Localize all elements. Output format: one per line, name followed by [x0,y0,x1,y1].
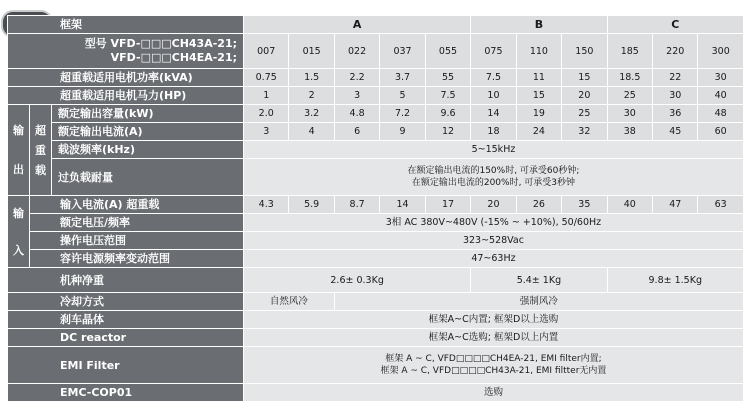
kw-cell: 36 [653,105,698,123]
amp-cell: 45 [653,123,698,141]
kva-cell: 11 [516,69,561,87]
overload-label: 过负载耐量 [52,159,244,196]
op-voltage-label: 操作电压范围 [30,232,244,250]
model-label-line-2: VFD-□□□CH4EA-21; [110,51,237,64]
amp-cell: 3 [244,123,289,141]
dc-label: DC reactor [8,329,244,347]
weight-c: 9.8± 1.5Kg [607,268,743,293]
op-voltage-row [8,232,744,250]
kva-cell: 55 [425,69,471,87]
model-cell: 007 [244,34,289,69]
input-amp-label: 输入电流(A) 超重载 [30,196,244,214]
kw-cell: 7.2 [380,105,425,123]
spec-table [7,15,744,402]
frame-a: A [244,16,471,34]
model-cell: 022 [334,34,379,69]
model-label [8,34,244,69]
kw-cell: 19 [516,105,561,123]
cooling-label: 冷却方式 [8,293,244,311]
hp-cell: 40 [698,87,743,105]
overload-value [244,159,744,196]
kw-cell: 14 [471,105,516,123]
weight-label: 机种净重 [8,268,244,293]
input-amp-cell: 5.9 [289,196,334,214]
amp-cell: 38 [607,123,652,141]
input-amp-cell: 26 [516,196,561,214]
cooling-natural: 自然风冷 [244,293,335,311]
kva-cell: 15 [562,69,607,87]
emi-row [8,347,744,384]
model-cell: 300 [698,34,743,69]
kva-cell: 0.75 [244,69,289,87]
kw-label: 额定输出容量(kW) [52,105,244,123]
hp-cell: 20 [562,87,607,105]
amp-cell: 24 [516,123,561,141]
amp-cell: 4 [289,123,334,141]
hp-cell: 30 [653,87,698,105]
frame-c: C [607,16,743,34]
cooling-row [8,293,744,311]
hp-row [8,87,744,105]
kw-cell: 9.6 [425,105,471,123]
carrier-row [8,141,744,159]
output-side-label: 输 出 [8,105,30,196]
kw-cell: 4.8 [334,105,379,123]
hp-cell: 10 [471,87,516,105]
amp-cell: 32 [562,123,607,141]
brake-row [8,311,744,329]
brake-value: 框架A~C内置; 框架D以上选购 [244,311,744,329]
weight-row [8,268,744,293]
model-cell: 075 [471,34,516,69]
voltage-value: 3相 AC 380V~480V (-15% ~ +10%), 50/60Hz [244,214,744,232]
kw-cell: 3.2 [289,105,334,123]
kw-cell: 2.0 [244,105,289,123]
input-amp-cell: 17 [425,196,471,214]
model-label-line-1: 型号 VFD-□□□CH43A-21; [84,37,237,50]
kva-row [8,69,744,87]
model-cell: 150 [562,34,607,69]
hp-label: 超重载适用电机马力(HP) [8,87,244,105]
voltage-label: 额定电压/频率 [30,214,244,232]
dc-row [8,329,744,347]
freq-row [8,250,744,268]
kva-label: 超重载适用电机功率(kVA) [8,69,244,87]
input-amp-cell: 35 [562,196,607,214]
frame-label: 框架 [8,16,244,34]
kw-cell: 30 [607,105,652,123]
kw-cell: 25 [562,105,607,123]
amp-label: 额定输出电流(A) [52,123,244,141]
freq-value: 47~63Hz [244,250,744,268]
input-amp-cell: 40 [607,196,652,214]
model-cell: 220 [653,34,698,69]
input-amp-cell: 47 [653,196,698,214]
kva-cell: 1.5 [289,69,334,87]
input-amp-cell: 20 [471,196,516,214]
input-amp-cell: 63 [698,196,743,214]
amp-cell: 9 [380,123,425,141]
model-cell: 185 [607,34,652,69]
emc-label: EMC-COP01 [8,384,244,402]
emi-value [244,347,744,384]
amp-cell: 18 [471,123,516,141]
input-side-label: 输 入 [8,196,30,268]
heavy-duty-side-label: 超 重 载 [30,105,52,196]
emi-line-1: 框架 A ~ C, VFD□□□□CH4EA-21, EMI filter内置; [385,354,602,364]
input-amp-cell: 8.7 [334,196,379,214]
hp-cell: 2 [289,87,334,105]
model-cell: 037 [380,34,425,69]
overload-line-2: 在额定输出电流的200%时, 可承受3秒钟 [411,178,576,188]
dc-value: 框架A~C选购; 框架D以上内置 [244,329,744,347]
weight-a: 2.6± 0.3Kg [244,268,471,293]
amp-cell: 12 [425,123,471,141]
emc-row [8,384,744,402]
kw-row [8,105,744,123]
kva-cell: 30 [698,69,743,87]
emi-label: EMI Filter [8,347,244,384]
model-cell: 015 [289,34,334,69]
input-amp-cell: 4.3 [244,196,289,214]
kw-cell: 48 [698,105,743,123]
input-amp-cell: 14 [380,196,425,214]
input-amp-row [8,196,744,214]
cooling-forced: 强制风冷 [334,293,743,311]
kva-cell: 3.7 [380,69,425,87]
kva-cell: 22 [653,69,698,87]
amp-cell: 60 [698,123,743,141]
carrier-label: 载波频率(kHz) [52,141,244,159]
amp-cell: 6 [334,123,379,141]
voltage-row [8,214,744,232]
hp-cell: 1 [244,87,289,105]
kva-cell: 18.5 [607,69,652,87]
frame-row [8,16,744,34]
brake-label: 刹车晶体 [8,311,244,329]
emc-value: 选购 [244,384,744,402]
hp-cell: 25 [607,87,652,105]
amp-row [8,123,744,141]
model-cell: 055 [425,34,471,69]
model-cell: 110 [516,34,561,69]
hp-cell: 15 [516,87,561,105]
kva-cell: 2.2 [334,69,379,87]
emi-line-2: 框架 A ~ C, VFD□□□□CH43A-21, EMI filtter无内置 [380,366,607,376]
overload-line-1: 在额定输出电流的150%时, 可承受60秒钟; [407,166,580,176]
op-voltage-value: 323~528Vac [244,232,744,250]
kva-cell: 7.5 [471,69,516,87]
freq-label: 容许电源频率变动范围 [30,250,244,268]
carrier-value: 5~15kHz [244,141,744,159]
hp-cell: 7.5 [425,87,471,105]
hp-cell: 5 [380,87,425,105]
weight-b: 5.4± 1Kg [471,268,607,293]
frame-b: B [471,16,607,34]
model-row [8,34,744,69]
hp-cell: 3 [334,87,379,105]
overload-row [8,159,744,196]
